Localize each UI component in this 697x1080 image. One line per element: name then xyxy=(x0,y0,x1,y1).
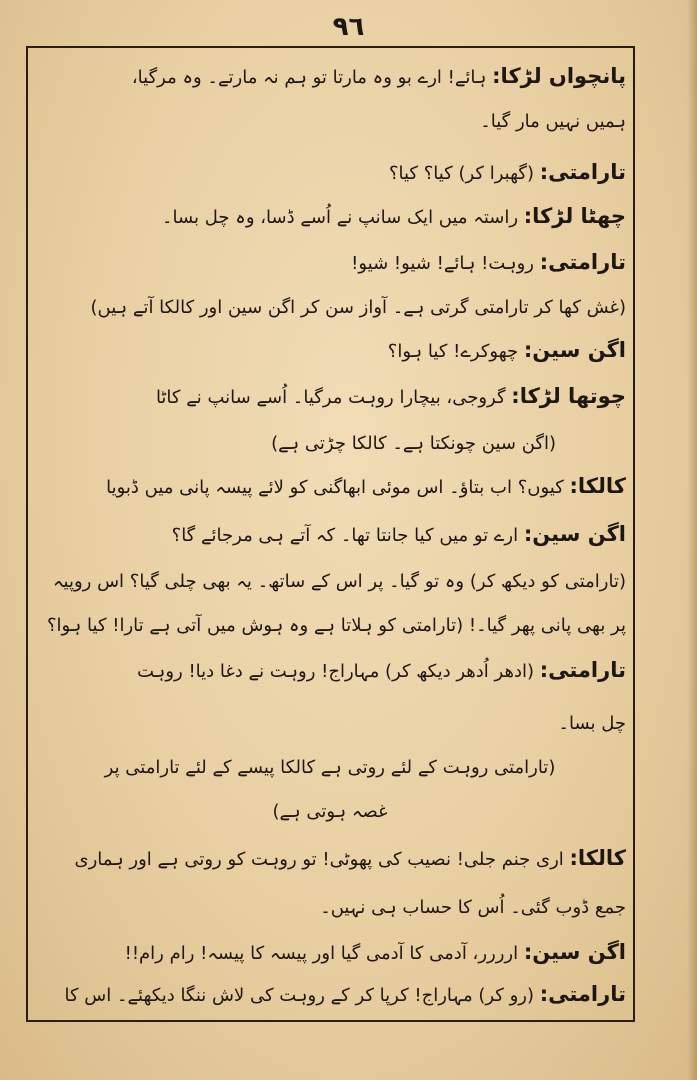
dialogue-text: ارے تو میں کیا جانتا تھا۔ کہ آتے ہی مرجائے گا؟ xyxy=(171,525,519,546)
stage-direction-line xyxy=(34,288,626,325)
dialogue-text: (گھبرا کر) کیا؟ کیا؟ xyxy=(388,163,534,184)
text-line xyxy=(34,154,626,191)
text-line xyxy=(34,468,626,505)
speaker-name: کالکا: xyxy=(569,846,626,870)
text-line xyxy=(34,58,626,95)
dialogue-text: اری جنم جلی! نصیب کی پھوٹی! تو روہت کو روتی ہے اور ہماری xyxy=(74,849,564,870)
text-line xyxy=(34,606,626,643)
speaker-name: اگن سین: xyxy=(523,522,626,546)
text-line xyxy=(34,840,626,877)
stage-direction-text: (تارامتی روہت کے لئے روتی ہے کالکا پیسے کے لئے تارامتی پر xyxy=(104,757,556,778)
stage-direction-text: (اگن سین چونکتا ہے۔ کالکا چڑتی ہے) xyxy=(271,433,556,454)
text-line xyxy=(34,888,626,925)
dialogue-text: روہت! ہائے! شیو! شیو! xyxy=(351,253,534,274)
text-line xyxy=(34,934,626,971)
play-text-body xyxy=(34,50,626,1018)
speaker-name: تارامتی: xyxy=(539,658,626,682)
speaker-name: اگن سین: xyxy=(523,940,626,964)
dialogue-text: گروجی، بیچارا روہت مرگیا۔ اُسے سانپ نے کاٹا xyxy=(155,387,506,408)
stage-direction-line xyxy=(34,792,626,829)
speaker-name: اگن سین: xyxy=(523,338,626,362)
page-gutter-shadow xyxy=(687,0,697,1080)
text-line xyxy=(34,332,626,369)
speaker-name: چھٹا لڑکا: xyxy=(523,204,626,228)
dialogue-text: پر بھی پانی پھر گیا۔! (تارامتی کو ہلاتا ہے وہ ہوش میں آتی ہے تارا! کیا ہوا؟ xyxy=(46,615,626,636)
dialogue-text: ہمیں نہیں مار گیا۔ xyxy=(480,111,626,132)
text-line xyxy=(34,976,626,1013)
dialogue-text: ہائے! ارے بو وہ مارتا تو ہم نہ مارتے۔ وہ مرگیا، xyxy=(131,67,487,88)
text-line xyxy=(34,378,626,415)
text-line xyxy=(34,704,626,741)
speaker-name: تارامتی: xyxy=(539,160,626,184)
dialogue-text: جمع ڈوب گئی۔ اُس کا حساب ہی نہیں۔ xyxy=(320,897,626,918)
text-line xyxy=(34,102,626,139)
dialogue-text: (ادھر اُدھر دیکھ کر) مہاراج! روہت نے دغا دیا! روہت xyxy=(137,661,534,682)
stage-direction-line xyxy=(34,424,556,461)
page-number: ٩٦ xyxy=(332,12,365,42)
speaker-name: چوتھا لڑکا: xyxy=(511,384,626,408)
dialogue-text: چھوکرے! کیا ہوا؟ xyxy=(387,341,519,362)
dialogue-text: کیوں؟ اب بتاؤ۔ اس موئی ابھاگنی کو لائے پیسہ پانی میں ڈبویا xyxy=(106,477,564,498)
stage-direction-text: (غش کھا کر تارامتی گرتی ہے۔ آواز سن کر اگن سین اور کالکا آتے ہیں) xyxy=(90,297,626,318)
stage-direction-line xyxy=(34,748,626,785)
speaker-name: پانچواں لڑکا: xyxy=(492,64,626,88)
text-line xyxy=(34,562,626,599)
speaker-name: تارامتی: xyxy=(539,250,626,274)
dialogue-text: (تارامتی کو دیکھ کر) وہ تو گیا۔ پر اس کے ساتھ۔ یہ بھی چلی گیا؟ اس روپیہ xyxy=(52,571,626,592)
text-line xyxy=(34,516,626,553)
dialogue-text: ارررر، آدمی کا آدمی گیا اور پیسہ کا پیسہ! رام رام!! xyxy=(124,943,519,964)
speaker-name: کالکا: xyxy=(569,474,626,498)
speaker-name: تارامتی: xyxy=(539,982,626,1006)
stage-direction-text: غصہ ہوتی ہے) xyxy=(272,801,388,822)
text-line xyxy=(34,652,626,689)
dialogue-text: (رو کر) مہاراج! کرپا کر کے روہت کی لاش ننگا دیکھئے۔ اس کا xyxy=(64,985,534,1006)
text-line xyxy=(34,244,626,281)
dialogue-text: چل بسا۔ xyxy=(558,713,626,734)
text-line xyxy=(34,198,626,235)
dialogue-text: راستہ میں ایک سانپ نے اُسے ڈسا، وہ چل بسا۔ xyxy=(161,207,519,228)
